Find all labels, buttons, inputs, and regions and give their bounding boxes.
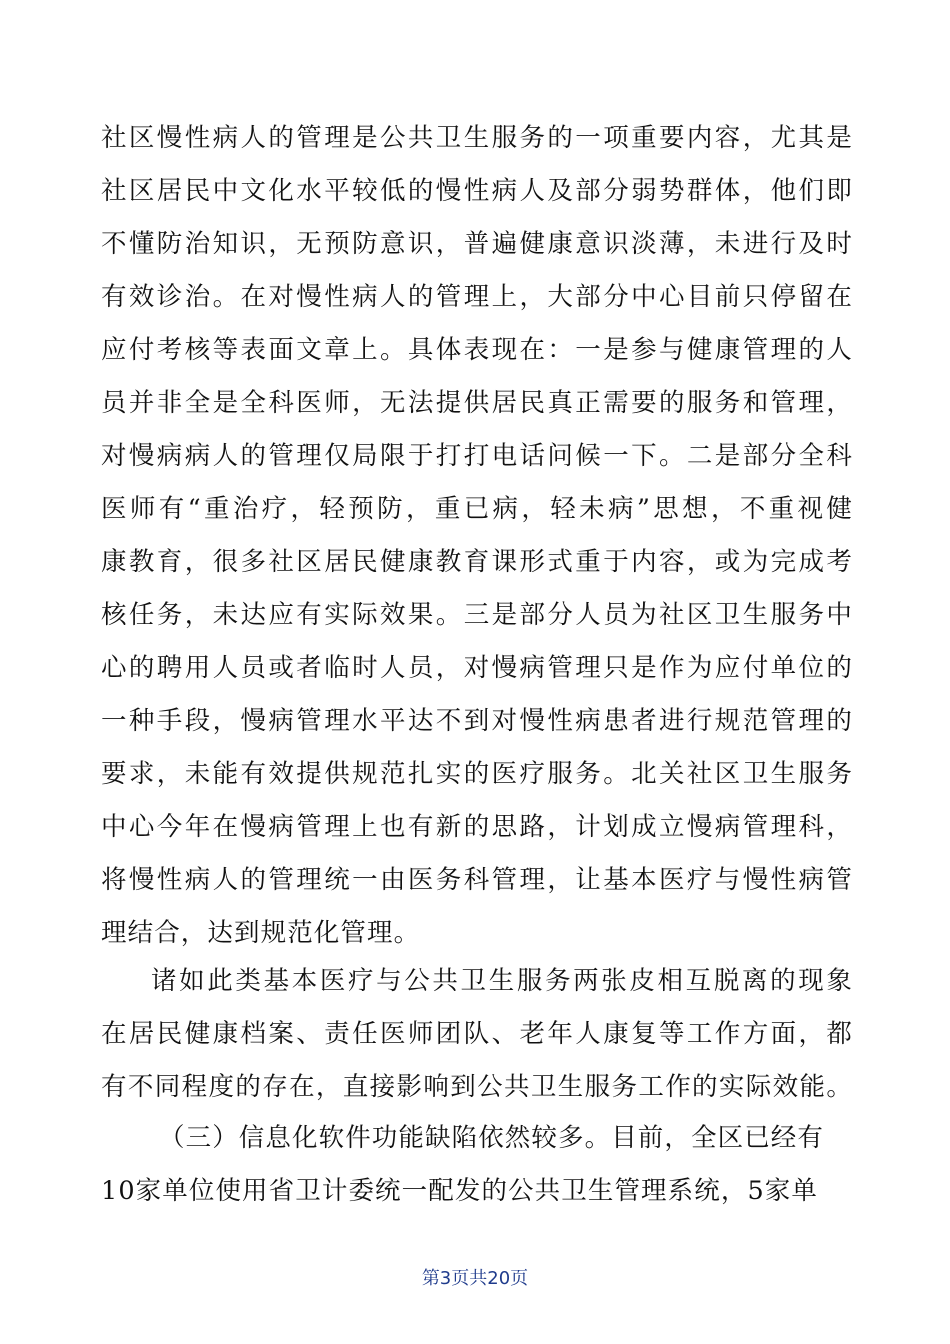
text-line: 有不同程度的存在，直接影响到公共卫生服务工作的实际效能。: [101, 1072, 853, 1102]
text-line: 理结合，达到规范化管理。: [101, 918, 421, 948]
text-line: 诸如此类基本医疗与公共卫生服务两张皮相互脱离的现象: [151, 966, 853, 996]
text-line: 在居民健康档案、责任医师团队、老年人康复等工作方面，都: [101, 1019, 853, 1049]
text-line: 社区居民中文化水平较低的慢性病人及部分弱势群体，他们即: [101, 176, 853, 206]
text-line: 社区慢性病人的管理是公共卫生服务的一项重要内容，尤其是: [101, 123, 853, 153]
paragraph-chronic-disease-management: [101, 112, 853, 960]
text-line: 要求，未能有效提供规范扎实的医疗服务。北关社区卫生服务: [101, 759, 853, 789]
text-line: 应付考核等表面文章上。具体表现在：一是参与健康管理的人: [101, 335, 853, 365]
text-line: 心的聘用人员或者临时人员，对慢病管理只是作为应付单位的: [101, 653, 853, 683]
text-line: 10家单位使用省卫计委统一配发的公共卫生管理系统，5家单: [101, 1176, 818, 1206]
text-line: 不懂防治知识，无预防意识，普遍健康意识淡薄，未进行及时: [101, 229, 853, 259]
page-number-footer: 第3页共20页: [421, 1268, 529, 1289]
text-line: 核任务，未达应有实际效果。三是部分人员为社区卫生服务中: [101, 600, 853, 630]
text-line: 有效诊治。在对慢性病人的管理上，大部分中心目前只停留在: [101, 282, 853, 312]
text-line: 员并非全是全科医师，无法提供居民真正需要的服务和管理，: [101, 388, 853, 418]
text-line: 医师有“重治疗，轻预防，重已病，轻未病”思想，不重视健: [101, 494, 853, 524]
text-line: 一种手段，慢病管理水平达不到对慢性病患者进行规范管理的: [101, 706, 853, 736]
text-line: （三）信息化软件功能缺陷依然较多。目前，全区已经有: [159, 1123, 825, 1153]
text-line: 将慢性病人的管理统一由医务科管理，让基本医疗与慢性病管: [101, 865, 853, 895]
text-line: 康教育，很多社区居民健康教育课形式重于内容，或为完成考: [101, 547, 853, 577]
text-line: 中心今年在慢病管理上也有新的思路，计划成立慢病管理科，: [101, 812, 853, 842]
text-line: 对慢病病人的管理仅局限于打打电话问候一下。二是部分全科: [101, 441, 853, 471]
paragraph-two-skins-separation: [101, 955, 853, 1114]
paragraph-information-software: [101, 1112, 853, 1218]
